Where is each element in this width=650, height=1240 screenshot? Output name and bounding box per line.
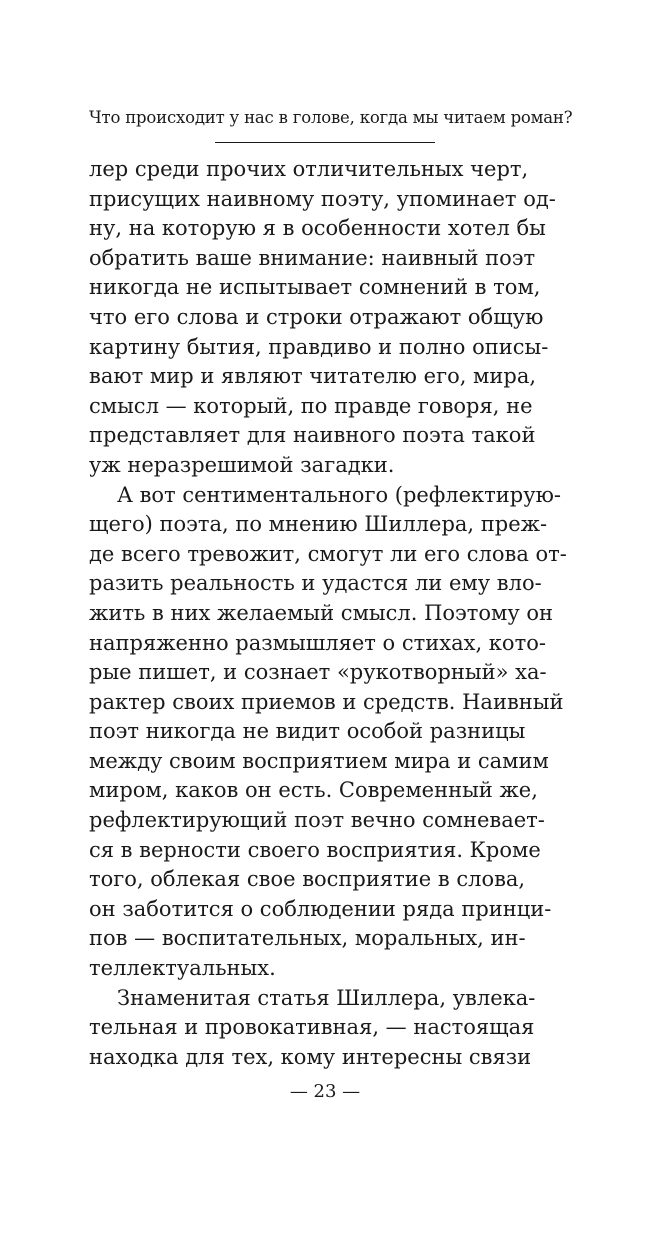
text-line: жить в них желаемый смысл. Поэтому он [89, 600, 554, 625]
text-line: он заботится о соблюдении ряда принци- [89, 896, 552, 921]
text-line: представляет для наивного поэта такой [89, 423, 536, 448]
text-line: что его слова и строки отражают общую [89, 304, 544, 329]
page-number: — 23 — [289, 1081, 361, 1102]
text-line: де всего тревожит, смогут ли его слова от- [89, 541, 567, 566]
text-line: никогда не испытывает сомнений в том, [89, 275, 541, 300]
text-line: напряженно размышляет о стихах, кото- [89, 630, 546, 655]
paragraph-first-line: Знаменитая статья Шиллера, увлека- [117, 985, 536, 1010]
text-line: присущих наивному поэту, упоминает од- [89, 186, 556, 211]
running-head-rule [215, 142, 435, 143]
text-line: картину бытия, правдиво и полно описы- [89, 334, 549, 359]
text-line: миром, каков он есть. Современный же, [89, 778, 538, 803]
text-line: вают мир и являют читателю его, мира, [89, 364, 537, 389]
text-line: между своим восприятием мира и самим [89, 748, 549, 773]
text-line: рактер своих приемов и средств. Наивный [89, 689, 564, 714]
text-line: рые пишет, и сознает «рукотворный» ха- [89, 660, 547, 685]
text-line: поэт никогда не видит особой разницы [89, 719, 526, 744]
text-line: пов — воспитательных, моральных, ин- [89, 926, 526, 951]
text-line: ся в верности своего восприятия. Кроме [89, 837, 541, 862]
running-head: Что происходит у нас в голове, когда мы читаем роман? [89, 108, 573, 127]
text-line: теллектуальных. [89, 956, 276, 981]
text-line: находка для тех, кому интересны связи [89, 1044, 532, 1069]
text-line: обратить ваше внимание: наивный поэт [89, 245, 536, 270]
text-line: смысл — который, по правде говоря, не [89, 393, 533, 418]
body-text [89, 155, 567, 1072]
paragraph-first-line: А вот сентиментального (рефлектирую- [117, 482, 561, 507]
text-line: щего) поэта, по мнению Шиллера, преж- [89, 512, 548, 537]
text-line: лер среди прочих отличительных черт, [89, 157, 529, 181]
text-line: тельная и провокативная, — настоящая [89, 1015, 535, 1040]
text-line: разить реальность и удастся ли ему вло- [89, 571, 542, 596]
text-line: уж неразрешимой загадки. [89, 452, 395, 477]
text-line: того, облекая свое восприятие в слова, [89, 867, 526, 892]
text-line: ну, на которую я в особенности хотел бы [89, 216, 546, 241]
text-line: рефлектирующий поэт вечно сомневает- [89, 808, 545, 833]
